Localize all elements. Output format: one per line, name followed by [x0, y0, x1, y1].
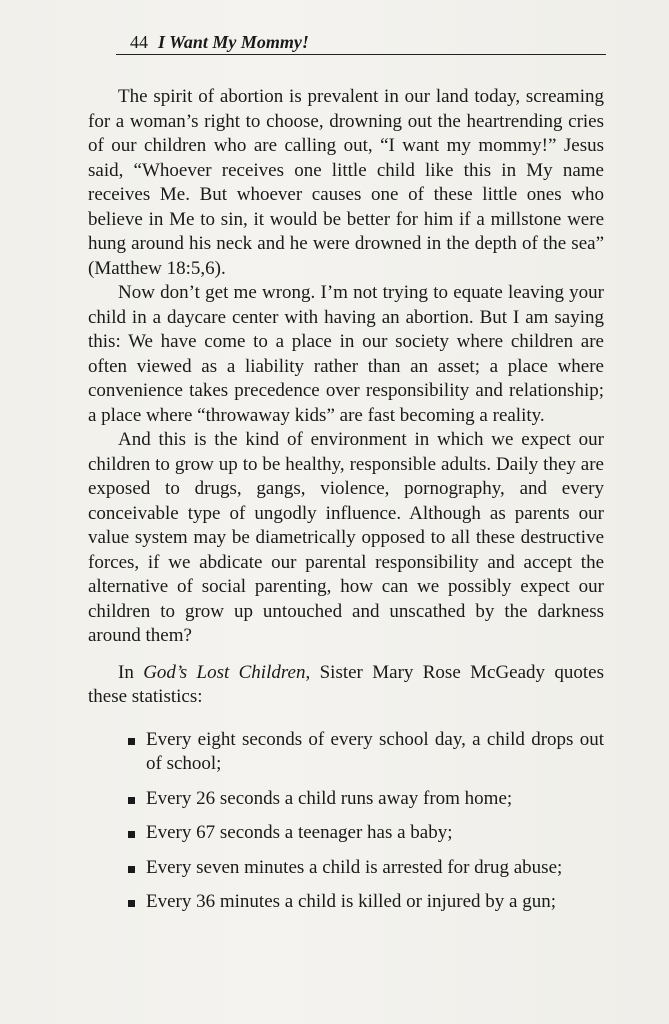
list-item: [88, 856, 604, 881]
list-item-text: Every 67 seconds a teenager has a baby;: [146, 822, 453, 843]
paragraph: The spirit of abortion is prevalent in our land today, screaming for a woman’s right to choose, drowning out the heartrending cries of our children who are calling out, “I want my mommy!” Jesus said, “Whoever receives one little child like this in My name receives Me. But whoever causes one of these little ones who believe in Me to sin, it would be better for him if a millstone were hung around his neck and he were drowned in the depth of the sea” (Matthew 18:5,6).: [88, 86, 604, 279]
running-title: I Want My Mommy!: [158, 32, 309, 52]
bullet-icon: [128, 900, 135, 907]
list-item-text: Every 26 seconds a child runs away from home;: [146, 787, 513, 809]
bullet-icon: [128, 866, 135, 873]
paragraph: And this is the kind of environment in which we expect our children to grow up to be healthy, responsible adults. Daily they are exposed to drugs, gangs, violence, pornography, and every conceivable type of ungodly influence. Although as parents our value system may be diametrically opposed to all these destructive forces, if we abdicate our parental responsibility and accept the alternative of social parenting, how can we possibly expect our children to grow up untouched and unscathed by the darkness around them?: [88, 429, 604, 646]
book-title: God’s Lost Children: [143, 661, 306, 683]
list-item-text: Every 36 minutes a child is killed or injured by a gun;: [146, 891, 557, 912]
running-header: [116, 30, 606, 55]
list-item-text: Every seven minutes a child is arrested for drug abuse;: [146, 856, 563, 878]
statistics-intro: [88, 661, 604, 710]
list-item: [88, 787, 604, 812]
list-item: [88, 890, 604, 915]
page-number: 44: [130, 32, 148, 52]
bullet-icon: [128, 738, 135, 745]
statistics-list: [88, 728, 604, 915]
bullet-icon: [128, 831, 135, 838]
paragraph: Now don’t get me wrong. I’m not trying to equate leaving your child in a daycare center with having an abortion. But I am saying this: We have come to a place in our society where children are often viewed as a liability rather than an asset; a place where convenience takes precedence over responsibility and relationship; a place where “throwaway kids” are fast becoming a reality.: [88, 282, 604, 426]
list-item: [88, 821, 604, 846]
list-item: [88, 728, 604, 777]
list-item-text: Every eight seconds of every school day, a child drops out of school;: [146, 728, 604, 774]
intro-rest: , Sister Mary Rose McGeady quotes these statistics:: [88, 661, 604, 707]
intro-lead: In: [118, 661, 144, 683]
body-text: [88, 85, 604, 925]
bullet-icon: [128, 797, 135, 804]
